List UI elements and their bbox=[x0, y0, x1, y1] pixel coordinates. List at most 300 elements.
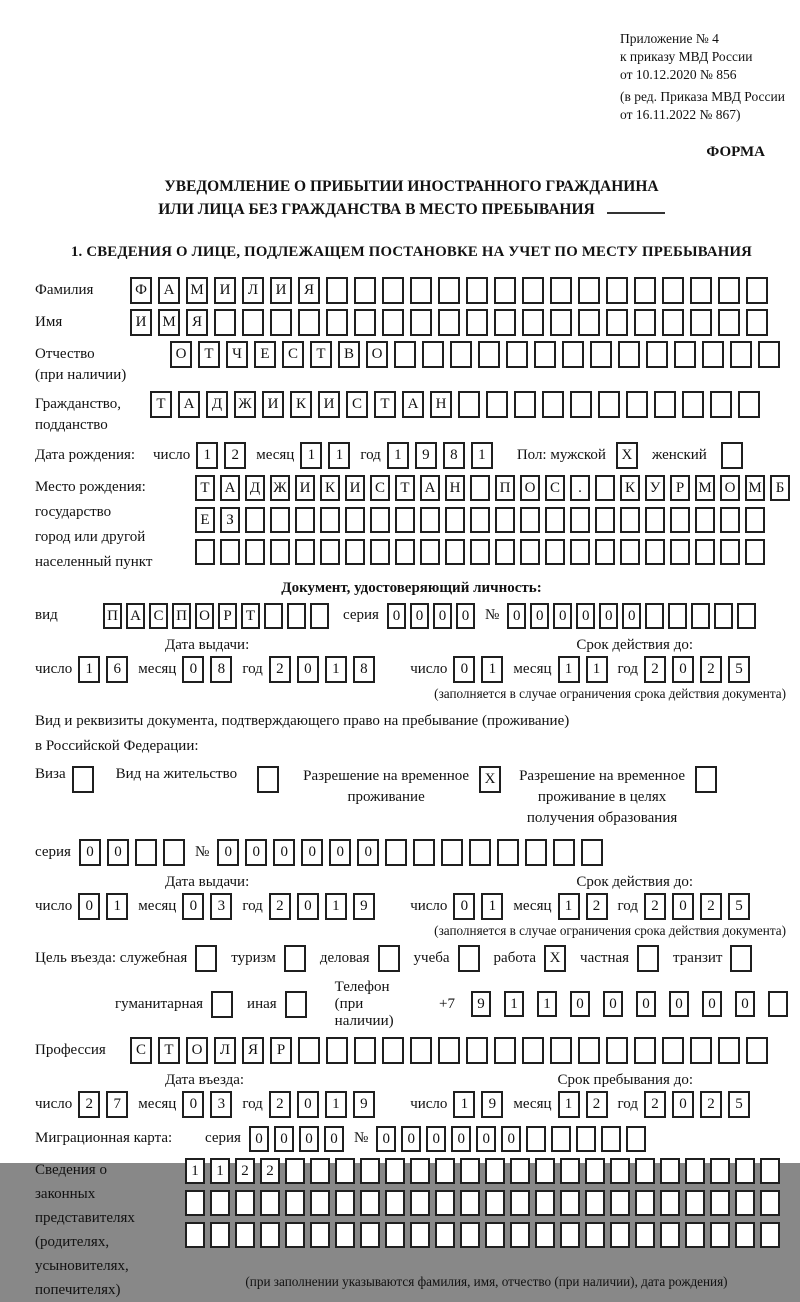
char-box[interactable]: И bbox=[130, 309, 152, 336]
char-box[interactable] bbox=[598, 391, 620, 418]
char-box[interactable] bbox=[610, 1190, 630, 1216]
purpose-study-checkbox[interactable] bbox=[458, 945, 480, 972]
char-box[interactable] bbox=[585, 1222, 605, 1248]
char-box[interactable] bbox=[576, 1126, 596, 1152]
char-box[interactable]: М bbox=[745, 475, 765, 501]
char-box[interactable] bbox=[382, 309, 404, 336]
char-box[interactable] bbox=[385, 839, 407, 866]
char-box[interactable]: 3 bbox=[210, 893, 232, 920]
char-box[interactable]: Т bbox=[158, 1037, 180, 1064]
purpose-work-checkbox[interactable]: X bbox=[544, 945, 566, 972]
char-box[interactable]: 1 bbox=[481, 656, 503, 683]
char-box[interactable]: Н bbox=[430, 391, 452, 418]
char-box[interactable] bbox=[601, 1126, 621, 1152]
char-box[interactable]: 1 bbox=[558, 893, 580, 920]
char-box[interactable]: Ж bbox=[270, 475, 290, 501]
char-box[interactable] bbox=[695, 507, 715, 533]
char-box[interactable]: С bbox=[282, 341, 304, 368]
char-box[interactable] bbox=[682, 391, 704, 418]
char-box[interactable] bbox=[626, 391, 648, 418]
char-box[interactable] bbox=[695, 539, 715, 565]
char-box[interactable]: 9 bbox=[471, 991, 491, 1017]
char-box[interactable]: 1 bbox=[558, 656, 580, 683]
char-box[interactable]: 9 bbox=[481, 1091, 503, 1118]
char-box[interactable] bbox=[450, 341, 472, 368]
char-box[interactable] bbox=[466, 309, 488, 336]
char-box[interactable] bbox=[310, 1158, 330, 1184]
char-box[interactable] bbox=[494, 277, 516, 304]
char-box[interactable]: 2 bbox=[700, 1091, 722, 1118]
char-box[interactable] bbox=[660, 1222, 680, 1248]
char-box[interactable]: И bbox=[270, 277, 292, 304]
char-box[interactable]: А bbox=[126, 603, 145, 629]
char-box[interactable] bbox=[620, 539, 640, 565]
char-box[interactable]: О bbox=[366, 341, 388, 368]
char-box[interactable] bbox=[410, 309, 432, 336]
char-box[interactable] bbox=[645, 539, 665, 565]
char-box[interactable] bbox=[370, 507, 390, 533]
char-box[interactable]: Ж bbox=[234, 391, 256, 418]
char-box[interactable] bbox=[645, 507, 665, 533]
char-box[interactable] bbox=[660, 1190, 680, 1216]
temp-permit-edu-checkbox[interactable] bbox=[695, 766, 717, 793]
char-box[interactable] bbox=[560, 1190, 580, 1216]
char-box[interactable] bbox=[438, 309, 460, 336]
char-box[interactable]: 0 bbox=[376, 1126, 396, 1152]
char-box[interactable]: 2 bbox=[224, 442, 246, 469]
char-box[interactable] bbox=[550, 1037, 572, 1064]
char-box[interactable] bbox=[410, 1037, 432, 1064]
char-box[interactable]: О bbox=[186, 1037, 208, 1064]
char-box[interactable]: . bbox=[570, 475, 590, 501]
char-box[interactable] bbox=[485, 1222, 505, 1248]
char-box[interactable]: Л bbox=[242, 277, 264, 304]
char-box[interactable]: 0 bbox=[297, 893, 319, 920]
char-box[interactable] bbox=[735, 1190, 755, 1216]
char-box[interactable]: 2 bbox=[700, 893, 722, 920]
char-box[interactable] bbox=[335, 1190, 355, 1216]
char-box[interactable]: 2 bbox=[644, 893, 666, 920]
char-box[interactable] bbox=[466, 1037, 488, 1064]
char-box[interactable]: 0 bbox=[433, 603, 452, 629]
char-box[interactable]: Я bbox=[242, 1037, 264, 1064]
char-box[interactable]: Т bbox=[150, 391, 172, 418]
char-box[interactable] bbox=[526, 1126, 546, 1152]
char-box[interactable] bbox=[470, 539, 490, 565]
char-box[interactable] bbox=[590, 341, 612, 368]
purpose-business-checkbox[interactable] bbox=[378, 945, 400, 972]
char-box[interactable] bbox=[768, 991, 788, 1017]
char-box[interactable]: 1 bbox=[586, 656, 608, 683]
char-box[interactable]: У bbox=[645, 475, 665, 501]
char-box[interactable]: 0 bbox=[297, 656, 319, 683]
char-box[interactable] bbox=[626, 1126, 646, 1152]
char-box[interactable] bbox=[606, 1037, 628, 1064]
char-box[interactable] bbox=[685, 1222, 705, 1248]
char-box[interactable] bbox=[285, 1158, 305, 1184]
char-box[interactable] bbox=[264, 603, 283, 629]
char-box[interactable] bbox=[370, 539, 390, 565]
char-box[interactable] bbox=[287, 603, 306, 629]
char-box[interactable] bbox=[710, 1222, 730, 1248]
char-box[interactable] bbox=[525, 839, 547, 866]
char-box[interactable]: 8 bbox=[353, 656, 375, 683]
char-box[interactable] bbox=[135, 839, 157, 866]
char-box[interactable] bbox=[410, 1222, 430, 1248]
char-box[interactable]: 9 bbox=[353, 893, 375, 920]
char-box[interactable] bbox=[195, 539, 215, 565]
char-box[interactable] bbox=[335, 1222, 355, 1248]
char-box[interactable]: 0 bbox=[273, 839, 295, 866]
char-box[interactable]: 2 bbox=[644, 1091, 666, 1118]
char-box[interactable] bbox=[354, 309, 376, 336]
char-box[interactable]: И bbox=[318, 391, 340, 418]
char-box[interactable] bbox=[635, 1222, 655, 1248]
char-box[interactable]: 2 bbox=[269, 656, 291, 683]
char-box[interactable] bbox=[522, 1037, 544, 1064]
char-box[interactable]: 0 bbox=[672, 656, 694, 683]
char-box[interactable] bbox=[581, 839, 603, 866]
char-box[interactable]: А bbox=[220, 475, 240, 501]
char-box[interactable] bbox=[214, 309, 236, 336]
char-box[interactable] bbox=[730, 341, 752, 368]
char-box[interactable]: Я bbox=[186, 309, 208, 336]
char-box[interactable] bbox=[460, 1190, 480, 1216]
char-box[interactable] bbox=[760, 1158, 780, 1184]
char-box[interactable] bbox=[260, 1190, 280, 1216]
char-box[interactable] bbox=[420, 539, 440, 565]
char-box[interactable]: К bbox=[620, 475, 640, 501]
char-box[interactable]: 2 bbox=[269, 1091, 291, 1118]
char-box[interactable] bbox=[560, 1222, 580, 1248]
char-box[interactable] bbox=[718, 309, 740, 336]
char-box[interactable] bbox=[660, 1158, 680, 1184]
char-box[interactable]: 0 bbox=[453, 893, 475, 920]
char-box[interactable] bbox=[420, 507, 440, 533]
char-box[interactable]: О bbox=[520, 475, 540, 501]
char-box[interactable] bbox=[510, 1158, 530, 1184]
char-box[interactable] bbox=[395, 539, 415, 565]
char-box[interactable]: О bbox=[170, 341, 192, 368]
char-box[interactable]: О bbox=[720, 475, 740, 501]
char-box[interactable]: 0 bbox=[297, 1091, 319, 1118]
char-box[interactable]: М bbox=[158, 309, 180, 336]
char-box[interactable]: А bbox=[402, 391, 424, 418]
char-box[interactable]: 0 bbox=[329, 839, 351, 866]
char-box[interactable] bbox=[435, 1158, 455, 1184]
visa-checkbox[interactable] bbox=[72, 766, 94, 793]
char-box[interactable]: Т bbox=[395, 475, 415, 501]
char-box[interactable] bbox=[560, 1158, 580, 1184]
char-box[interactable]: Л bbox=[214, 1037, 236, 1064]
char-box[interactable]: 0 bbox=[387, 603, 406, 629]
char-box[interactable] bbox=[438, 277, 460, 304]
char-box[interactable]: 2 bbox=[235, 1158, 255, 1184]
char-box[interactable]: И bbox=[345, 475, 365, 501]
char-box[interactable] bbox=[718, 277, 740, 304]
char-box[interactable] bbox=[662, 277, 684, 304]
char-box[interactable]: Д bbox=[245, 475, 265, 501]
char-box[interactable] bbox=[310, 1190, 330, 1216]
char-box[interactable]: 0 bbox=[599, 603, 618, 629]
char-box[interactable]: С bbox=[370, 475, 390, 501]
char-box[interactable] bbox=[270, 507, 290, 533]
char-box[interactable] bbox=[522, 309, 544, 336]
char-box[interactable] bbox=[534, 341, 556, 368]
char-box[interactable] bbox=[634, 1037, 656, 1064]
char-box[interactable] bbox=[610, 1222, 630, 1248]
char-box[interactable]: А bbox=[178, 391, 200, 418]
char-box[interactable] bbox=[542, 391, 564, 418]
char-box[interactable]: 5 bbox=[728, 1091, 750, 1118]
char-box[interactable] bbox=[354, 277, 376, 304]
char-box[interactable]: 0 bbox=[410, 603, 429, 629]
purpose-tourism-checkbox[interactable] bbox=[284, 945, 306, 972]
char-box[interactable] bbox=[595, 475, 615, 501]
char-box[interactable] bbox=[758, 341, 780, 368]
char-box[interactable] bbox=[545, 539, 565, 565]
char-box[interactable] bbox=[690, 277, 712, 304]
char-box[interactable] bbox=[610, 1158, 630, 1184]
char-box[interactable] bbox=[646, 341, 668, 368]
sex-female-checkbox[interactable] bbox=[721, 442, 743, 469]
char-box[interactable]: 1 bbox=[504, 991, 524, 1017]
char-box[interactable] bbox=[662, 309, 684, 336]
char-box[interactable]: 0 bbox=[570, 991, 590, 1017]
char-box[interactable]: 8 bbox=[210, 656, 232, 683]
char-box[interactable] bbox=[745, 507, 765, 533]
char-box[interactable] bbox=[242, 309, 264, 336]
char-box[interactable] bbox=[345, 507, 365, 533]
char-box[interactable]: 1 bbox=[106, 893, 128, 920]
char-box[interactable] bbox=[345, 539, 365, 565]
char-box[interactable]: Е bbox=[254, 341, 276, 368]
char-box[interactable]: 0 bbox=[324, 1126, 344, 1152]
char-box[interactable] bbox=[606, 309, 628, 336]
char-box[interactable] bbox=[635, 1158, 655, 1184]
char-box[interactable] bbox=[746, 309, 768, 336]
char-box[interactable] bbox=[506, 341, 528, 368]
char-box[interactable] bbox=[668, 603, 687, 629]
char-box[interactable]: Р bbox=[218, 603, 237, 629]
char-box[interactable] bbox=[486, 391, 508, 418]
char-box[interactable] bbox=[270, 539, 290, 565]
char-box[interactable] bbox=[235, 1190, 255, 1216]
char-box[interactable] bbox=[435, 1222, 455, 1248]
char-box[interactable]: 1 bbox=[558, 1091, 580, 1118]
char-box[interactable] bbox=[654, 391, 676, 418]
char-box[interactable] bbox=[670, 539, 690, 565]
char-box[interactable] bbox=[522, 277, 544, 304]
char-box[interactable]: Т bbox=[310, 341, 332, 368]
char-box[interactable] bbox=[494, 1037, 516, 1064]
char-box[interactable] bbox=[738, 391, 760, 418]
char-box[interactable] bbox=[702, 341, 724, 368]
char-box[interactable] bbox=[578, 309, 600, 336]
char-box[interactable] bbox=[570, 539, 590, 565]
char-box[interactable]: 1 bbox=[328, 442, 350, 469]
char-box[interactable]: Е bbox=[195, 507, 215, 533]
purpose-official-checkbox[interactable] bbox=[195, 945, 217, 972]
char-box[interactable] bbox=[595, 539, 615, 565]
char-box[interactable] bbox=[382, 1037, 404, 1064]
char-box[interactable]: 2 bbox=[644, 656, 666, 683]
char-box[interactable]: 9 bbox=[353, 1091, 375, 1118]
char-box[interactable] bbox=[746, 277, 768, 304]
char-box[interactable] bbox=[562, 341, 584, 368]
char-box[interactable]: С bbox=[346, 391, 368, 418]
char-box[interactable] bbox=[210, 1222, 230, 1248]
char-box[interactable]: 2 bbox=[260, 1158, 280, 1184]
char-box[interactable] bbox=[670, 507, 690, 533]
char-box[interactable]: И bbox=[262, 391, 284, 418]
char-box[interactable] bbox=[382, 277, 404, 304]
char-box[interactable] bbox=[690, 309, 712, 336]
char-box[interactable] bbox=[578, 1037, 600, 1064]
char-box[interactable]: 5 bbox=[728, 656, 750, 683]
char-box[interactable] bbox=[410, 277, 432, 304]
char-box[interactable] bbox=[360, 1158, 380, 1184]
char-box[interactable]: 0 bbox=[530, 603, 549, 629]
char-box[interactable] bbox=[718, 1037, 740, 1064]
char-box[interactable]: А bbox=[158, 277, 180, 304]
char-box[interactable]: 0 bbox=[182, 893, 204, 920]
char-box[interactable]: 0 bbox=[672, 893, 694, 920]
char-box[interactable]: К bbox=[290, 391, 312, 418]
char-box[interactable] bbox=[662, 1037, 684, 1064]
char-box[interactable] bbox=[510, 1190, 530, 1216]
char-box[interactable]: Д bbox=[206, 391, 228, 418]
char-box[interactable] bbox=[310, 603, 329, 629]
char-box[interactable]: И bbox=[214, 277, 236, 304]
char-box[interactable]: С bbox=[149, 603, 168, 629]
char-box[interactable]: К bbox=[320, 475, 340, 501]
char-box[interactable]: М bbox=[695, 475, 715, 501]
char-box[interactable] bbox=[235, 1222, 255, 1248]
char-box[interactable] bbox=[720, 539, 740, 565]
char-box[interactable] bbox=[520, 539, 540, 565]
char-box[interactable]: 1 bbox=[481, 893, 503, 920]
char-box[interactable]: 0 bbox=[217, 839, 239, 866]
char-box[interactable]: 0 bbox=[301, 839, 323, 866]
char-box[interactable] bbox=[298, 1037, 320, 1064]
char-box[interactable]: 1 bbox=[78, 656, 100, 683]
char-box[interactable] bbox=[320, 507, 340, 533]
char-box[interactable]: 0 bbox=[476, 1126, 496, 1152]
purpose-private-checkbox[interactable] bbox=[637, 945, 659, 972]
char-box[interactable] bbox=[535, 1158, 555, 1184]
char-box[interactable] bbox=[245, 507, 265, 533]
char-box[interactable]: 0 bbox=[669, 991, 689, 1017]
char-box[interactable]: 1 bbox=[471, 442, 493, 469]
char-box[interactable]: С bbox=[545, 475, 565, 501]
char-box[interactable] bbox=[570, 507, 590, 533]
char-box[interactable]: 0 bbox=[79, 839, 101, 866]
char-box[interactable] bbox=[326, 309, 348, 336]
char-box[interactable] bbox=[326, 1037, 348, 1064]
char-box[interactable]: А bbox=[420, 475, 440, 501]
char-box[interactable] bbox=[735, 1158, 755, 1184]
char-box[interactable] bbox=[595, 507, 615, 533]
char-box[interactable] bbox=[620, 507, 640, 533]
char-box[interactable] bbox=[458, 391, 480, 418]
char-box[interactable]: В bbox=[338, 341, 360, 368]
char-box[interactable] bbox=[385, 1190, 405, 1216]
char-box[interactable]: 0 bbox=[603, 991, 623, 1017]
char-box[interactable] bbox=[469, 839, 491, 866]
char-box[interactable] bbox=[606, 277, 628, 304]
char-box[interactable]: 0 bbox=[401, 1126, 421, 1152]
char-box[interactable] bbox=[410, 1158, 430, 1184]
char-box[interactable]: 6 bbox=[106, 656, 128, 683]
char-box[interactable] bbox=[163, 839, 185, 866]
char-box[interactable]: 0 bbox=[249, 1126, 269, 1152]
char-box[interactable] bbox=[185, 1190, 205, 1216]
char-box[interactable]: 2 bbox=[78, 1091, 100, 1118]
char-box[interactable] bbox=[690, 1037, 712, 1064]
char-box[interactable] bbox=[478, 341, 500, 368]
char-box[interactable]: Н bbox=[445, 475, 465, 501]
char-box[interactable]: 0 bbox=[636, 991, 656, 1017]
char-box[interactable] bbox=[285, 1190, 305, 1216]
char-box[interactable]: 0 bbox=[553, 603, 572, 629]
char-box[interactable] bbox=[220, 539, 240, 565]
char-box[interactable] bbox=[435, 1190, 455, 1216]
char-box[interactable] bbox=[413, 839, 435, 866]
char-box[interactable]: П bbox=[495, 475, 515, 501]
char-box[interactable] bbox=[510, 1222, 530, 1248]
char-box[interactable] bbox=[326, 277, 348, 304]
char-box[interactable] bbox=[685, 1190, 705, 1216]
char-box[interactable]: Т bbox=[195, 475, 215, 501]
char-box[interactable]: Я bbox=[298, 277, 320, 304]
char-box[interactable]: 1 bbox=[196, 442, 218, 469]
char-box[interactable]: М bbox=[186, 277, 208, 304]
purpose-transit-checkbox[interactable] bbox=[730, 945, 752, 972]
char-box[interactable] bbox=[285, 1222, 305, 1248]
char-box[interactable]: 2 bbox=[586, 893, 608, 920]
char-box[interactable] bbox=[394, 341, 416, 368]
residence-permit-checkbox[interactable] bbox=[257, 766, 279, 793]
char-box[interactable]: 1 bbox=[453, 1091, 475, 1118]
char-box[interactable]: 1 bbox=[325, 656, 347, 683]
char-box[interactable] bbox=[585, 1158, 605, 1184]
char-box[interactable] bbox=[470, 475, 490, 501]
char-box[interactable] bbox=[514, 391, 536, 418]
char-box[interactable]: 0 bbox=[107, 839, 129, 866]
char-box[interactable]: 0 bbox=[78, 893, 100, 920]
char-box[interactable]: 0 bbox=[357, 839, 379, 866]
char-box[interactable]: 1 bbox=[325, 1091, 347, 1118]
char-box[interactable]: 2 bbox=[586, 1091, 608, 1118]
char-box[interactable]: О bbox=[195, 603, 214, 629]
char-box[interactable] bbox=[260, 1222, 280, 1248]
char-box[interactable]: 0 bbox=[672, 1091, 694, 1118]
char-box[interactable] bbox=[495, 507, 515, 533]
char-box[interactable]: 0 bbox=[182, 656, 204, 683]
char-box[interactable] bbox=[570, 391, 592, 418]
char-box[interactable]: Т bbox=[198, 341, 220, 368]
char-box[interactable]: 9 bbox=[415, 442, 437, 469]
char-box[interactable] bbox=[494, 309, 516, 336]
char-box[interactable] bbox=[710, 1158, 730, 1184]
char-box[interactable] bbox=[485, 1158, 505, 1184]
char-box[interactable] bbox=[746, 1037, 768, 1064]
char-box[interactable]: Ф bbox=[130, 277, 152, 304]
char-box[interactable]: 0 bbox=[507, 603, 526, 629]
char-box[interactable]: 0 bbox=[702, 991, 722, 1017]
char-box[interactable]: 0 bbox=[622, 603, 641, 629]
